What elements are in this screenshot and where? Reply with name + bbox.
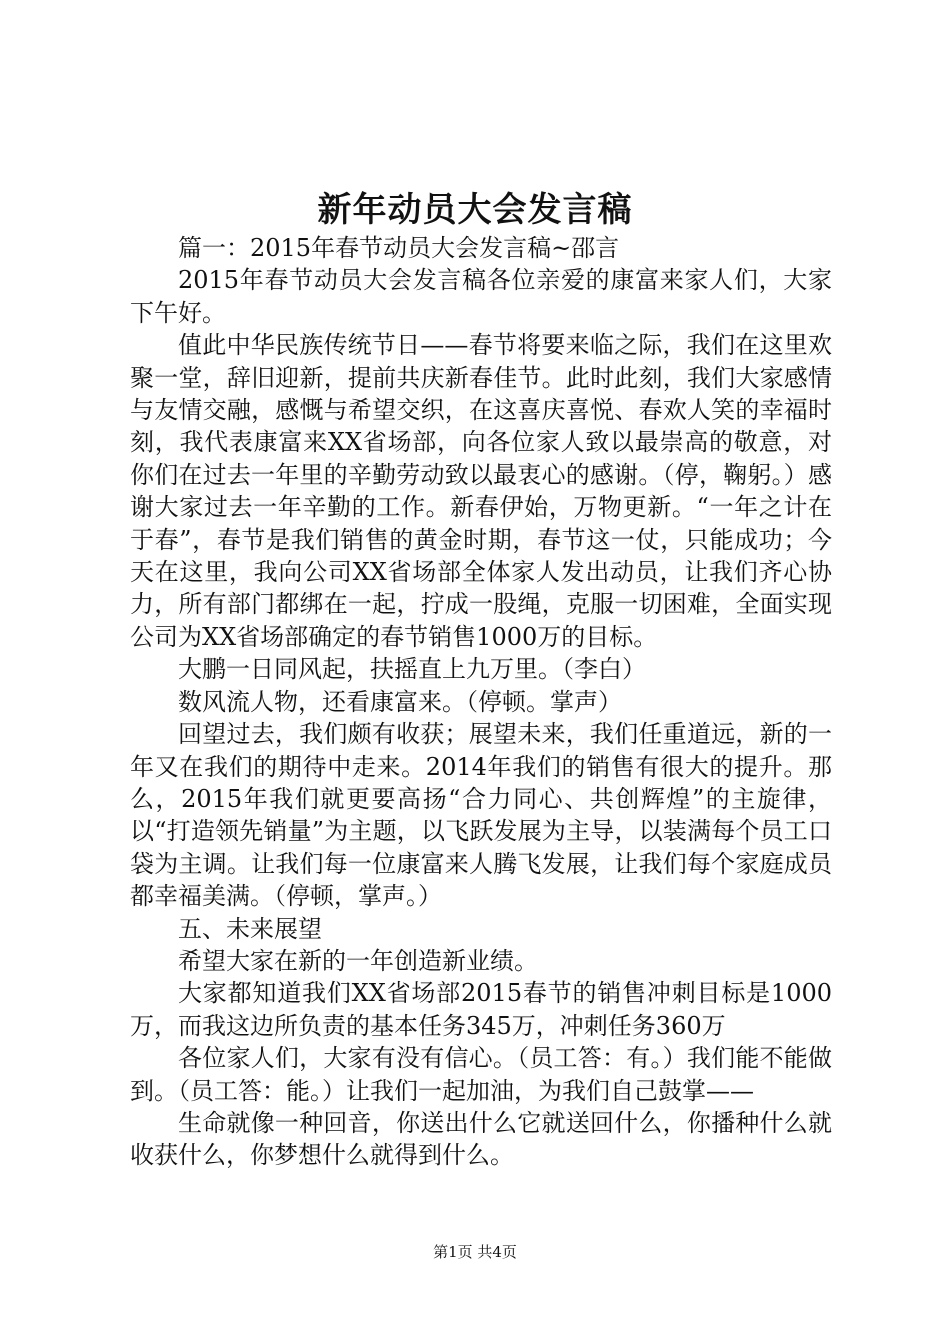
paragraph: 大鹏一日同风起，扶摇直上九万里。（李白） [178,655,646,684]
document-body [130,232,832,1172]
paragraph: 五、未来展望 [178,914,322,943]
document-title: 新年动员大会发言稿 [317,190,633,230]
paragraph: 希望大家在新的一年创造新业绩。 [178,946,538,975]
paragraph: 回望过去，我们颇有收获；展望未来，我们任重道远，新的一年又在我们的期待中走来。2014年我们的销售有很大的提升。那么，2015年我们就更要高扬“合力同心、共创辉煌”的主旋律，以“打造领先销量”为主题，以飞跃发展为主导，以装满每个员工口袋为主调。让我们每一位康富来人腾飞发展，让我们每个家庭成员都幸福美满。（停顿，掌声。） [130,720,832,911]
paragraph: 各位家人们，大家有没有信心。（员工答：有。）我们能不能做到。（员工答：能。）让我们一起加油，为我们自己鼓掌—— [130,1044,832,1105]
paragraph: 大家都知道我们XX省场部2015春节的销售冲刺目标是1000万，而我这边所负责的基本任务345万，冲刺任务360万 [130,979,832,1040]
page-number-footer: 第1页 共4页 [433,1243,517,1261]
paragraph: 生命就像一种回音，你送出什么它就送回什么，你播种什么就收获什么，你梦想什么就得到什么。 [130,1108,832,1170]
paragraph: 数风流人物，还看康富来。（停顿。掌声） [178,687,622,716]
paragraph: 2015年春节动员大会发言稿各位亲爱的康富来家人们，大家下午好。 [130,266,832,327]
paragraph: 篇一：2015年春节动员大会发言稿~邵言 [178,234,620,262]
paragraph: 值此中华民族传统节日——春节将要来临之际，我们在这里欢聚一堂，辞旧迎新，提前共庆新春佳节。此时此刻，我们大家感情与友情交融，感慨与希望交织，在这喜庆喜悦、春欢人笑的幸福时刻，我代表康富来XX省场部，向各位家人致以最崇高的敬意，对你们在过去一年里的辛勤劳动致以最衷心的感谢。（停，鞠躬。）感谢大家过去一年辛勤的工作。新春伊始，万物更新。“一年之计在于春”，春节是我们销售的黄金时期，春节这一仗，只能成功；今天在这里，我向公司XX省场部全体家人发出动员，让我们齐心协力，所有部门都绑在一起，拧成一股绳，克服一切困难，全面实现公司为XX省场部确定的春节销售1000万的目标。 [130,331,832,651]
